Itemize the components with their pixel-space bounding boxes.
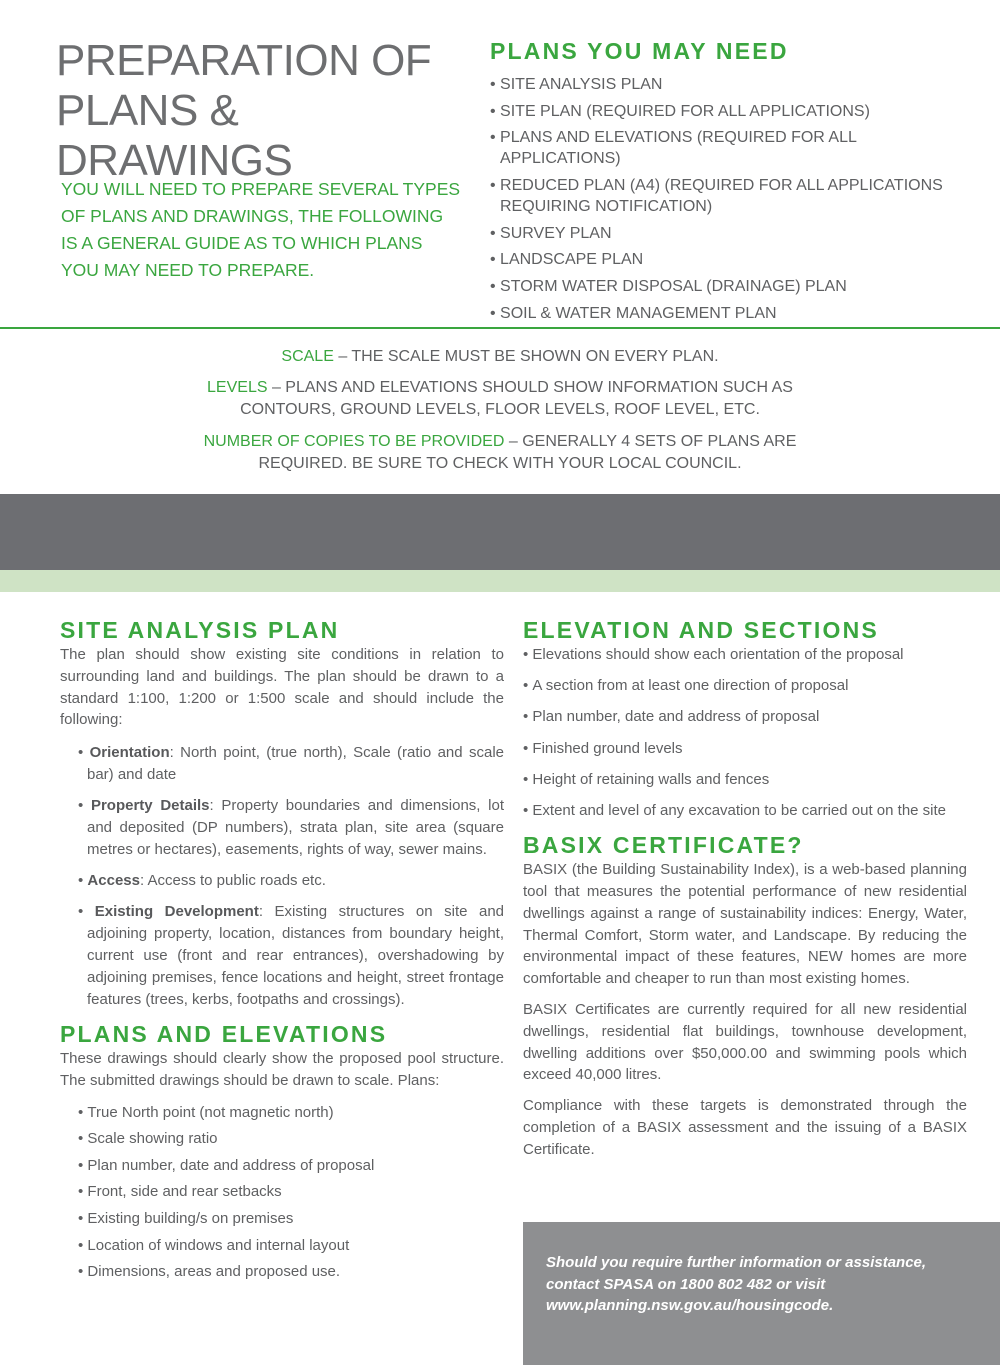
plans-needed-list	[490, 74, 980, 330]
item-text: : Property boundaries and dimensions, lot and deposited (DP numbers), strata plan, site area (square metres or hectares), easements, rights of way, sewer mains.	[87, 797, 505, 858]
list-item: • Location of windows and internal layout	[78, 1235, 504, 1257]
list-item	[78, 742, 504, 786]
item-text: : Existing structures on site and adjoining property, location, distances from boundary height, current use (front and rear entrances), overshadowing by adjoining premises, fence locations and height, street frontage features (trees, kerbs, footpaths and crossings).	[87, 903, 505, 1008]
plans-elevations-list	[60, 1102, 504, 1283]
copies-label: NUMBER OF COPIES TO BE PROVIDED	[203, 433, 505, 450]
list-item: • SITE ANALYSIS PLAN	[490, 74, 980, 95]
contact-line-2: contact SPASA on 1800 802 482 or visit	[546, 1275, 826, 1293]
basix-paragraph: BASIX Certificates are currently required for all new residential dwellings, residential flat buildings, townhouse development, dwelling additions over $50,000.00 and swimming pools which exceed 40,000 litres.	[523, 1000, 967, 1084]
site-analysis-title: SITE ANALYSIS PLAN	[60, 617, 340, 643]
contact-line-3: www.planning.nsw.gov.au/housingcode.	[546, 1297, 834, 1314]
title-line-1: PREPARATION OF	[56, 36, 432, 85]
list-item: • Finished ground levels	[523, 738, 967, 760]
elevation-sections-list	[523, 644, 967, 822]
scale-label: SCALE	[281, 348, 334, 365]
list-item: • Dimensions, areas and proposed use.	[78, 1261, 504, 1283]
contact-line-1: Should you require further information or assistance,	[546, 1254, 927, 1271]
basix-paragraph: BASIX (the Building Sustainability Index), is a web-based planning tool that measures the potential performance of new residential dwellings against a range of sustainability indices: Energy, Water, Thermal Comfort, Storm water, and Landscape. By reducing the environmental impact of these features, NEW homes are more comfortable and cheaper to run than most existing homes.	[523, 861, 967, 988]
levels-label: LEVELS	[207, 379, 268, 396]
elevation-sections-title: ELEVATION AND SECTIONS	[523, 617, 879, 643]
levels-note	[180, 377, 820, 421]
section-divider	[0, 327, 1000, 329]
list-item: • SITE PLAN (REQUIRED FOR ALL APPLICATIONS)	[490, 101, 980, 122]
list-item: • A section from at least one direction of proposal	[523, 675, 967, 697]
intro-text: YOU WILL NEED TO PREPARE SEVERAL TYPES OF PLANS AND DRAWINGS, THE FOLLOWING IS A GENERAL GUIDE AS TO WHICH PLANS YOU MAY NEED TO PREPARE.	[61, 179, 461, 280]
basix-title: BASIX CERTIFICATE?	[523, 832, 804, 859]
list-item: • REDUCED PLAN (A4) (REQUIRED FOR ALL APPLICATIONS REQUIRING NOTIFICATION)	[490, 175, 980, 217]
copies-text: – GENERALLY 4 SETS OF PLANS ARE REQUIRED. BE SURE TO CHECK WITH YOUR LOCAL COUNCIL.	[258, 433, 797, 472]
list-item: • Front, side and rear setbacks	[78, 1181, 504, 1203]
list-item: • Elevations should show each orientation of the proposal	[523, 644, 967, 666]
list-item	[78, 901, 504, 1010]
list-item: • Plan number, date and address of proposal	[78, 1155, 504, 1177]
list-item: • SOIL & WATER MANAGEMENT PLAN	[490, 303, 980, 324]
item-text: : North point, (true north), Scale (ratio and scale bar) and date	[87, 744, 504, 783]
basix-paragraph: Compliance with these targets is demonstrated through the completion of a BASIX assessment and the issuing of a BASIX Certificate.	[523, 1097, 967, 1158]
item-term: Property Details	[90, 797, 210, 815]
plans-needed-title: PLANS YOU MAY NEED	[490, 38, 789, 64]
list-item: • True North point (not magnetic north)	[78, 1102, 504, 1124]
title-line-2: PLANS & DRAWINGS	[56, 86, 293, 185]
list-item: • Scale showing ratio	[78, 1128, 504, 1150]
scale-text: – THE SCALE MUST BE SHOWN ON EVERY PLAN.	[333, 348, 719, 365]
list-item: • Existing building/s on premises	[78, 1208, 504, 1230]
list-item: • Plan number, date and address of proposal	[523, 706, 967, 728]
contact-text	[546, 1252, 986, 1317]
left-column	[60, 616, 504, 1288]
site-analysis-list	[60, 742, 504, 1010]
copies-note	[180, 431, 820, 475]
list-item	[78, 870, 504, 892]
list-item: • LANDSCAPE PLAN	[490, 249, 980, 270]
right-column	[523, 616, 967, 1169]
list-item: • Extent and level of any excavation to be carried out on the site	[523, 800, 967, 822]
plans-elevations-intro: These drawings should clearly show the proposed pool structure. The submitted drawings should be drawn to scale. Plans:	[60, 1049, 504, 1089]
list-item: • PLANS AND ELEVATIONS (REQUIRED FOR ALL APPLICATIONS)	[490, 127, 980, 169]
contact-box	[523, 1222, 1000, 1365]
list-item: • SURVEY PLAN	[490, 223, 980, 244]
list-item: • Height of retaining walls and fences	[523, 769, 967, 791]
item-text: : Access to public roads etc.	[139, 872, 326, 890]
item-term: Existing Development	[94, 903, 259, 921]
levels-text: – PLANS AND ELEVATIONS SHOULD SHOW INFORMATION SUCH AS CONTOURS, GROUND LEVELS, FLOOR LEVELS, ROOF LEVEL, ETC.	[240, 379, 793, 418]
item-term: Orientation	[89, 744, 170, 762]
green-banner-strip	[0, 570, 1000, 592]
item-term: Access	[87, 872, 140, 890]
list-item	[78, 795, 504, 860]
site-analysis-intro: The plan should show existing site conditions in relation to surrounding land and buildings. The plan should be drawn to a standard 1:100, 1:200 or 1:500 scale and should include the following:	[60, 646, 504, 729]
grey-banner	[0, 494, 1000, 570]
plans-elevations-title: PLANS AND ELEVATIONS	[60, 1020, 388, 1047]
list-item: • STORM WATER DISPOSAL (DRAINAGE) PLAN	[490, 276, 980, 297]
page-title	[56, 36, 476, 186]
scale-note	[180, 346, 820, 368]
